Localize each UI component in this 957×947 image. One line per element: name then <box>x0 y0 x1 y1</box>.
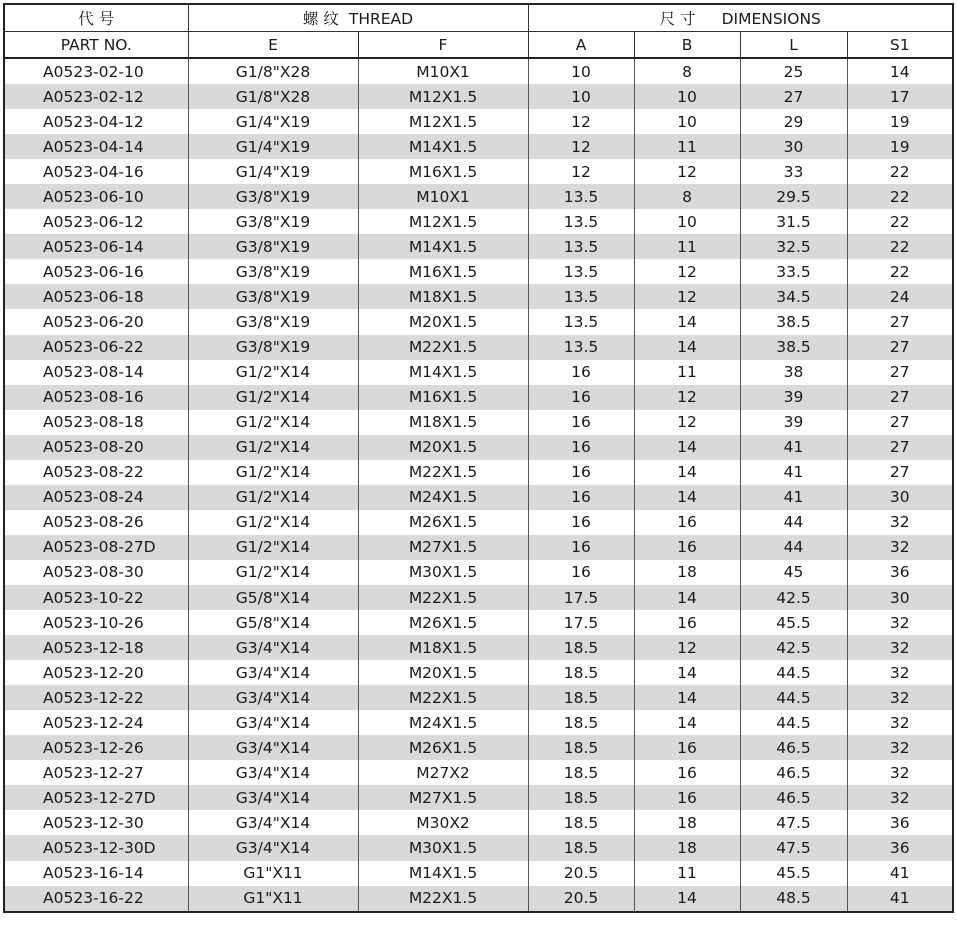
dimensions-header: 尺 寸 DIMENSIONS <box>528 4 953 32</box>
cell-dim-l: 44.5 <box>740 660 847 685</box>
cell-dim-l: 41 <box>740 435 847 460</box>
cell-dim-l: 44.5 <box>740 710 847 735</box>
cell-thread-e: G3/8"X19 <box>188 184 358 209</box>
cell-part-no: A0523-16-22 <box>4 886 188 912</box>
cell-part-no: A0523-02-12 <box>4 84 188 109</box>
cell-dim-a: 10 <box>528 84 634 109</box>
cell-dim-l: 45 <box>740 560 847 585</box>
cell-thread-e: G1"X11 <box>188 861 358 886</box>
col-b-header: B <box>634 32 740 59</box>
cell-part-no: A0523-06-14 <box>4 234 188 259</box>
cell-part-no: A0523-06-16 <box>4 259 188 284</box>
cell-dim-l: 42.5 <box>740 585 847 610</box>
cell-dim-s1: 36 <box>847 835 953 860</box>
cell-dim-b: 14 <box>634 460 740 485</box>
cell-part-no: A0523-10-26 <box>4 610 188 635</box>
cell-dim-a: 13.5 <box>528 335 634 360</box>
cell-part-no: A0523-12-26 <box>4 735 188 760</box>
cell-dim-b: 12 <box>634 284 740 309</box>
cell-dim-b: 16 <box>634 785 740 810</box>
cell-dim-a: 16 <box>528 560 634 585</box>
cell-dim-l: 30 <box>740 134 847 159</box>
table-row <box>4 109 953 134</box>
cell-dim-b: 14 <box>634 309 740 334</box>
cell-dim-l: 31.5 <box>740 209 847 234</box>
cell-dim-s1: 32 <box>847 735 953 760</box>
cell-dim-l: 33.5 <box>740 259 847 284</box>
cell-dim-s1: 32 <box>847 760 953 785</box>
cell-thread-f: M18X1.5 <box>358 284 528 309</box>
cell-dim-b: 16 <box>634 610 740 635</box>
cell-dim-s1: 27 <box>847 309 953 334</box>
cell-dim-s1: 22 <box>847 184 953 209</box>
table-row <box>4 259 953 284</box>
cell-dim-a: 18.5 <box>528 635 634 660</box>
cell-thread-e: G3/8"X19 <box>188 284 358 309</box>
cell-part-no: A0523-06-10 <box>4 184 188 209</box>
cell-thread-e: G1/8"X28 <box>188 84 358 109</box>
cell-dim-a: 20.5 <box>528 886 634 912</box>
cell-dim-a: 17.5 <box>528 585 634 610</box>
cell-thread-e: G3/8"X19 <box>188 234 358 259</box>
cell-dim-l: 38.5 <box>740 335 847 360</box>
cell-dim-a: 16 <box>528 510 634 535</box>
cell-part-no: A0523-06-20 <box>4 309 188 334</box>
cell-dim-b: 12 <box>634 385 740 410</box>
cell-thread-e: G1/2"X14 <box>188 460 358 485</box>
cell-dim-s1: 17 <box>847 84 953 109</box>
cell-dim-a: 16 <box>528 360 634 385</box>
cell-dim-l: 33 <box>740 159 847 184</box>
cell-dim-s1: 27 <box>847 435 953 460</box>
cell-thread-e: G3/8"X19 <box>188 335 358 360</box>
cell-dim-s1: 32 <box>847 610 953 635</box>
cell-part-no: A0523-12-18 <box>4 635 188 660</box>
table-row <box>4 585 953 610</box>
cell-thread-f: M22X1.5 <box>358 460 528 485</box>
col-s1-header: S1 <box>847 32 953 59</box>
cell-dim-l: 45.5 <box>740 610 847 635</box>
cell-dim-l: 46.5 <box>740 735 847 760</box>
table-row <box>4 835 953 860</box>
table-row <box>4 360 953 385</box>
cell-dim-b: 12 <box>634 410 740 435</box>
table-row <box>4 234 953 259</box>
cell-thread-e: G1/2"X14 <box>188 510 358 535</box>
cell-part-no: A0523-12-27 <box>4 760 188 785</box>
cell-dim-s1: 27 <box>847 385 953 410</box>
cell-thread-f: M16X1.5 <box>358 159 528 184</box>
cell-dim-a: 18.5 <box>528 810 634 835</box>
cell-part-no: A0523-08-18 <box>4 410 188 435</box>
thread-header: 螺 纹 THREAD <box>188 4 528 32</box>
cell-thread-e: G3/8"X19 <box>188 209 358 234</box>
cell-dim-s1: 27 <box>847 460 953 485</box>
cell-thread-f: M12X1.5 <box>358 84 528 109</box>
cell-dim-l: 39 <box>740 410 847 435</box>
cell-dim-s1: 32 <box>847 510 953 535</box>
cell-thread-f: M24X1.5 <box>358 710 528 735</box>
table-row <box>4 335 953 360</box>
cell-dim-a: 13.5 <box>528 184 634 209</box>
cell-dim-a: 18.5 <box>528 785 634 810</box>
cell-dim-s1: 27 <box>847 335 953 360</box>
cell-dim-b: 11 <box>634 234 740 259</box>
table-row <box>4 209 953 234</box>
table-row <box>4 184 953 209</box>
table-row <box>4 785 953 810</box>
cell-thread-f: M22X1.5 <box>358 685 528 710</box>
cell-thread-e: G3/4"X14 <box>188 685 358 710</box>
cell-thread-e: G3/8"X19 <box>188 309 358 334</box>
cell-thread-e: G1/2"X14 <box>188 410 358 435</box>
cell-part-no: A0523-12-22 <box>4 685 188 710</box>
cell-dim-b: 18 <box>634 560 740 585</box>
cell-part-no: A0523-08-16 <box>4 385 188 410</box>
cell-dim-s1: 30 <box>847 485 953 510</box>
cell-thread-f: M26X1.5 <box>358 510 528 535</box>
cell-thread-e: G3/4"X14 <box>188 835 358 860</box>
table-row <box>4 485 953 510</box>
cell-dim-s1: 19 <box>847 109 953 134</box>
table-row <box>4 535 953 560</box>
header-row-1 <box>4 4 953 32</box>
cell-dim-l: 46.5 <box>740 760 847 785</box>
cell-thread-f: M12X1.5 <box>358 209 528 234</box>
cell-part-no: A0523-06-22 <box>4 335 188 360</box>
cell-dim-a: 16 <box>528 460 634 485</box>
cell-part-no: A0523-12-30 <box>4 810 188 835</box>
cell-part-no: A0523-12-20 <box>4 660 188 685</box>
cell-thread-e: G1/2"X14 <box>188 385 358 410</box>
cell-thread-f: M20X1.5 <box>358 435 528 460</box>
cell-dim-b: 16 <box>634 735 740 760</box>
cell-dim-l: 25 <box>740 58 847 84</box>
cell-part-no: A0523-08-14 <box>4 360 188 385</box>
cell-part-no: A0523-04-14 <box>4 134 188 159</box>
cell-thread-f: M22X1.5 <box>358 335 528 360</box>
cell-dim-s1: 19 <box>847 134 953 159</box>
cell-thread-e: G3/4"X14 <box>188 660 358 685</box>
cell-dim-l: 46.5 <box>740 785 847 810</box>
table-row <box>4 735 953 760</box>
spec-table <box>3 3 954 913</box>
cell-thread-f: M16X1.5 <box>358 259 528 284</box>
cell-thread-e: G3/4"X14 <box>188 810 358 835</box>
cell-dim-l: 38.5 <box>740 309 847 334</box>
cell-dim-s1: 32 <box>847 685 953 710</box>
cell-thread-f: M20X1.5 <box>358 660 528 685</box>
cell-thread-f: M22X1.5 <box>358 585 528 610</box>
cell-dim-a: 18.5 <box>528 660 634 685</box>
cell-dim-s1: 22 <box>847 234 953 259</box>
cell-dim-b: 14 <box>634 335 740 360</box>
cell-dim-a: 17.5 <box>528 610 634 635</box>
cell-dim-b: 12 <box>634 635 740 660</box>
cell-dim-s1: 36 <box>847 810 953 835</box>
cell-dim-l: 39 <box>740 385 847 410</box>
table-row <box>4 635 953 660</box>
table-row <box>4 385 953 410</box>
cell-part-no: A0523-12-24 <box>4 710 188 735</box>
code-header: 代 号 <box>4 4 188 32</box>
cell-part-no: A0523-16-14 <box>4 861 188 886</box>
cell-dim-a: 13.5 <box>528 209 634 234</box>
cell-dim-a: 13.5 <box>528 259 634 284</box>
cell-dim-s1: 27 <box>847 360 953 385</box>
table-row <box>4 660 953 685</box>
cell-thread-f: M14X1.5 <box>358 134 528 159</box>
table-row <box>4 685 953 710</box>
cell-thread-f: M14X1.5 <box>358 861 528 886</box>
cell-dim-b: 14 <box>634 685 740 710</box>
cell-part-no: A0523-08-22 <box>4 460 188 485</box>
table-row <box>4 610 953 635</box>
cell-thread-f: M26X1.5 <box>358 610 528 635</box>
cell-part-no: A0523-06-18 <box>4 284 188 309</box>
cell-dim-s1: 32 <box>847 660 953 685</box>
cell-dim-b: 14 <box>634 435 740 460</box>
cell-part-no: A0523-08-26 <box>4 510 188 535</box>
cell-thread-e: G1/8"X28 <box>188 58 358 84</box>
cell-part-no: A0523-08-20 <box>4 435 188 460</box>
cell-dim-s1: 36 <box>847 560 953 585</box>
cell-thread-e: G3/4"X14 <box>188 760 358 785</box>
cell-thread-e: G3/4"X14 <box>188 735 358 760</box>
cell-dim-b: 18 <box>634 810 740 835</box>
table-row <box>4 861 953 886</box>
cell-thread-e: G1/4"X19 <box>188 159 358 184</box>
cell-thread-f: M14X1.5 <box>358 234 528 259</box>
cell-dim-l: 42.5 <box>740 635 847 660</box>
cell-dim-s1: 30 <box>847 585 953 610</box>
table-row <box>4 134 953 159</box>
cell-thread-f: M10X1 <box>358 184 528 209</box>
cell-dim-a: 16 <box>528 385 634 410</box>
cell-dim-a: 12 <box>528 159 634 184</box>
cell-thread-f: M30X1.5 <box>358 560 528 585</box>
table-row <box>4 435 953 460</box>
part-no-header: PART NO. <box>4 32 188 59</box>
cell-thread-f: M12X1.5 <box>358 109 528 134</box>
cell-part-no: A0523-10-22 <box>4 585 188 610</box>
cell-dim-l: 47.5 <box>740 835 847 860</box>
cell-dim-s1: 22 <box>847 209 953 234</box>
cell-thread-f: M16X1.5 <box>358 385 528 410</box>
cell-dim-s1: 32 <box>847 785 953 810</box>
cell-dim-b: 11 <box>634 134 740 159</box>
cell-thread-f: M10X1 <box>358 58 528 84</box>
cell-dim-b: 14 <box>634 485 740 510</box>
cell-dim-s1: 27 <box>847 410 953 435</box>
table-row <box>4 886 953 912</box>
cell-dim-a: 16 <box>528 410 634 435</box>
cell-thread-f: M27X1.5 <box>358 785 528 810</box>
cell-thread-e: G3/4"X14 <box>188 785 358 810</box>
cell-dim-b: 14 <box>634 660 740 685</box>
cell-thread-f: M27X2 <box>358 760 528 785</box>
cell-dim-s1: 24 <box>847 284 953 309</box>
cell-thread-e: G5/8"X14 <box>188 585 358 610</box>
cell-part-no: A0523-04-16 <box>4 159 188 184</box>
cell-dim-b: 16 <box>634 510 740 535</box>
col-a-header: A <box>528 32 634 59</box>
cell-thread-e: G1/4"X19 <box>188 109 358 134</box>
cell-thread-e: G1/2"X14 <box>188 560 358 585</box>
cell-dim-s1: 32 <box>847 635 953 660</box>
cell-dim-a: 18.5 <box>528 685 634 710</box>
table-row <box>4 510 953 535</box>
cell-part-no: A0523-04-12 <box>4 109 188 134</box>
cell-thread-e: G1/2"X14 <box>188 485 358 510</box>
cell-dim-b: 10 <box>634 109 740 134</box>
cell-dim-b: 16 <box>634 760 740 785</box>
table-row <box>4 710 953 735</box>
table-row <box>4 284 953 309</box>
cell-dim-a: 16 <box>528 535 634 560</box>
cell-dim-l: 38 <box>740 360 847 385</box>
cell-thread-e: G1/2"X14 <box>188 435 358 460</box>
cell-thread-e: G1/4"X19 <box>188 134 358 159</box>
cell-thread-f: M18X1.5 <box>358 635 528 660</box>
table-row <box>4 460 953 485</box>
cell-dim-b: 12 <box>634 259 740 284</box>
cell-dim-a: 16 <box>528 435 634 460</box>
cell-dim-l: 45.5 <box>740 861 847 886</box>
cell-dim-b: 14 <box>634 886 740 912</box>
cell-dim-l: 47.5 <box>740 810 847 835</box>
cell-dim-a: 18.5 <box>528 760 634 785</box>
table-body <box>4 58 953 912</box>
cell-dim-s1: 32 <box>847 710 953 735</box>
cell-dim-a: 18.5 <box>528 835 634 860</box>
cell-dim-l: 44.5 <box>740 685 847 710</box>
table-row <box>4 309 953 334</box>
cell-thread-e: G1"X11 <box>188 886 358 912</box>
col-e-header: E <box>188 32 358 59</box>
cell-dim-a: 10 <box>528 58 634 84</box>
cell-part-no: A0523-12-30D <box>4 835 188 860</box>
cell-dim-l: 32.5 <box>740 234 847 259</box>
cell-dim-b: 18 <box>634 835 740 860</box>
cell-thread-e: G3/4"X14 <box>188 635 358 660</box>
cell-thread-f: M24X1.5 <box>358 485 528 510</box>
cell-thread-f: M30X2 <box>358 810 528 835</box>
cell-dim-l: 48.5 <box>740 886 847 912</box>
cell-part-no: A0523-12-27D <box>4 785 188 810</box>
cell-thread-e: G3/4"X14 <box>188 710 358 735</box>
cell-dim-a: 18.5 <box>528 710 634 735</box>
cell-dim-b: 14 <box>634 585 740 610</box>
cell-dim-a: 13.5 <box>528 284 634 309</box>
cell-part-no: A0523-08-27D <box>4 535 188 560</box>
cell-thread-f: M14X1.5 <box>358 360 528 385</box>
cell-dim-b: 16 <box>634 535 740 560</box>
cell-dim-l: 44 <box>740 535 847 560</box>
cell-dim-l: 27 <box>740 84 847 109</box>
table-row <box>4 84 953 109</box>
cell-dim-b: 10 <box>634 209 740 234</box>
cell-dim-l: 44 <box>740 510 847 535</box>
cell-thread-e: G5/8"X14 <box>188 610 358 635</box>
cell-dim-s1: 22 <box>847 259 953 284</box>
cell-dim-s1: 41 <box>847 861 953 886</box>
cell-dim-b: 12 <box>634 159 740 184</box>
cell-dim-b: 11 <box>634 360 740 385</box>
cell-dim-l: 41 <box>740 460 847 485</box>
cell-dim-a: 12 <box>528 134 634 159</box>
table-row <box>4 810 953 835</box>
cell-part-no: A0523-08-30 <box>4 560 188 585</box>
col-f-header: F <box>358 32 528 59</box>
header-row-2 <box>4 32 953 59</box>
table-row <box>4 760 953 785</box>
cell-dim-a: 13.5 <box>528 309 634 334</box>
cell-dim-s1: 14 <box>847 58 953 84</box>
cell-dim-s1: 41 <box>847 886 953 912</box>
cell-thread-f: M26X1.5 <box>358 735 528 760</box>
table-row <box>4 410 953 435</box>
cell-dim-l: 29.5 <box>740 184 847 209</box>
cell-dim-a: 20.5 <box>528 861 634 886</box>
table-row <box>4 58 953 84</box>
cell-dim-l: 34.5 <box>740 284 847 309</box>
cell-dim-a: 16 <box>528 485 634 510</box>
cell-dim-a: 13.5 <box>528 234 634 259</box>
cell-dim-l: 29 <box>740 109 847 134</box>
cell-thread-f: M20X1.5 <box>358 309 528 334</box>
spec-table-container <box>3 3 952 913</box>
cell-dim-b: 10 <box>634 84 740 109</box>
cell-dim-s1: 32 <box>847 535 953 560</box>
table-row <box>4 159 953 184</box>
table-row <box>4 560 953 585</box>
cell-part-no: A0523-06-12 <box>4 209 188 234</box>
cell-dim-b: 8 <box>634 184 740 209</box>
cell-thread-e: G1/2"X14 <box>188 360 358 385</box>
cell-dim-s1: 22 <box>847 159 953 184</box>
cell-part-no: A0523-02-10 <box>4 58 188 84</box>
cell-dim-a: 18.5 <box>528 735 634 760</box>
cell-dim-a: 12 <box>528 109 634 134</box>
cell-thread-f: M30X1.5 <box>358 835 528 860</box>
cell-thread-f: M22X1.5 <box>358 886 528 912</box>
cell-dim-b: 14 <box>634 710 740 735</box>
cell-thread-f: M18X1.5 <box>358 410 528 435</box>
cell-part-no: A0523-08-24 <box>4 485 188 510</box>
cell-thread-e: G3/8"X19 <box>188 259 358 284</box>
col-l-header: L <box>740 32 847 59</box>
cell-dim-b: 11 <box>634 861 740 886</box>
cell-thread-e: G1/2"X14 <box>188 535 358 560</box>
cell-thread-f: M27X1.5 <box>358 535 528 560</box>
cell-dim-b: 8 <box>634 58 740 84</box>
cell-dim-l: 41 <box>740 485 847 510</box>
